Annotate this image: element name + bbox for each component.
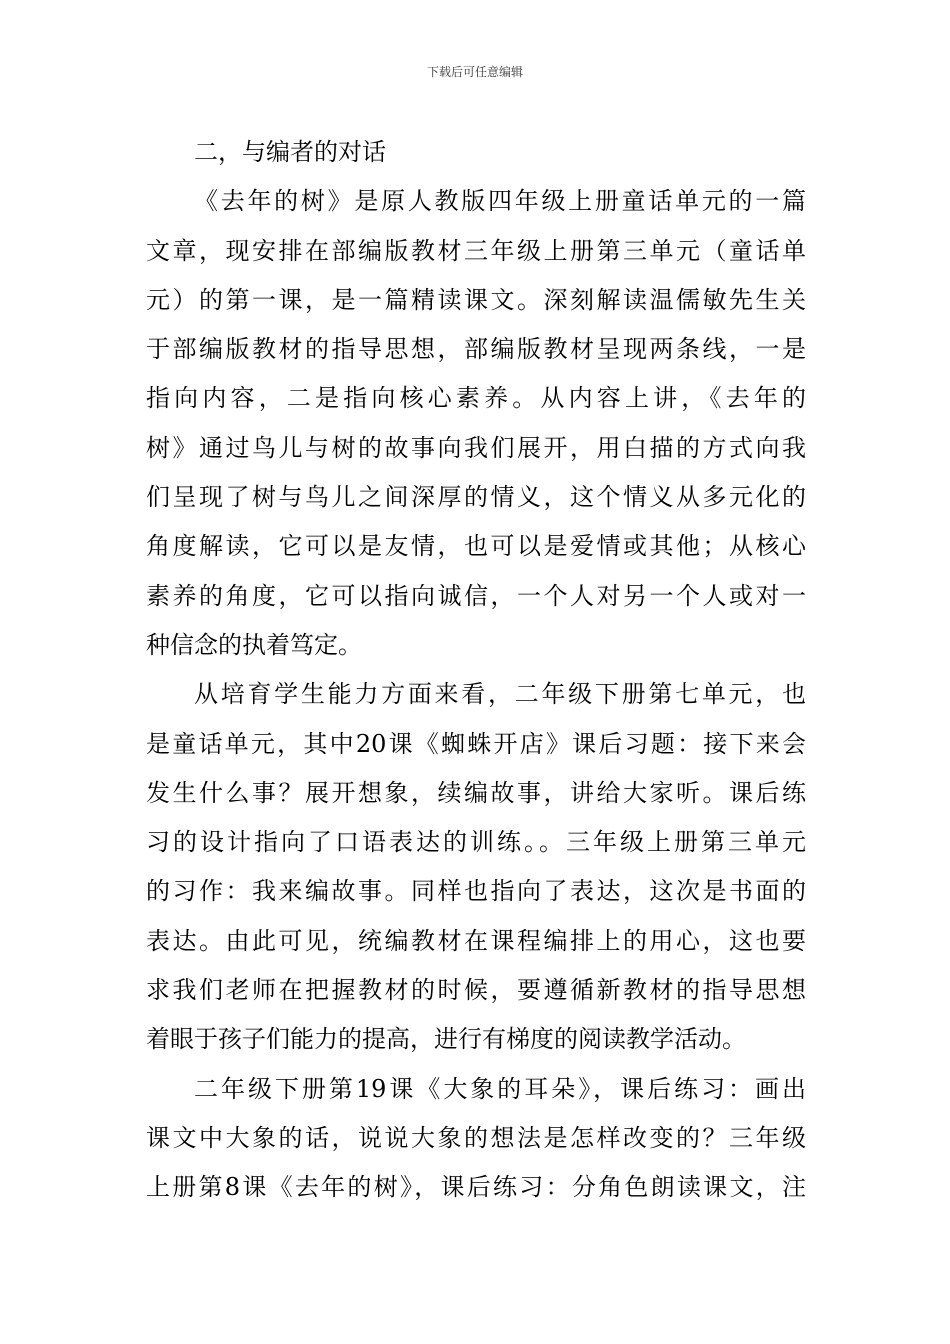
- text-line: 《去年的树》是原人教版四年级上册童话单元的一篇: [194, 187, 806, 216]
- text-line: 从培育学生能力方面来看，二年级下册第七单元，也: [194, 680, 806, 709]
- text-line: 的习作：我来编故事。同样也指向了表达，这次是书面的: [146, 877, 806, 906]
- text-line: 于部编版教材的指导思想，部编版教材呈现两条线，一是: [146, 335, 806, 364]
- text-line: 习的设计指向了口语表达的训练。。三年级上册第三单元: [146, 828, 806, 857]
- text-line: 上册第8课《去年的树》，课后练习：分角色朗读课文，注: [146, 1173, 806, 1202]
- text-line: 发生什么事？展开想象，续编故事，讲给大家听。课后练: [146, 778, 806, 807]
- text-line: 种信念的执着笃定。: [146, 630, 362, 659]
- text-line: 表达。由此可见，统编教材在课程编排上的用心，这也要: [146, 926, 806, 955]
- text-line: 元）的第一课，是一篇精读课文。深刻解读温儒敏先生关: [146, 285, 806, 314]
- text-line: 角度解读，它可以是友情，也可以是爱情或其他；从核心: [146, 532, 806, 561]
- text-line: 求我们老师在把握教材的时候，要遵循新教材的指导思想: [146, 976, 806, 1005]
- text-line: 素养的角度，它可以指向诚信，一个人对另一个人或对一: [146, 581, 806, 610]
- text-line: 指向内容，二是指向核心素养。从内容上讲，《去年的: [146, 384, 806, 413]
- text-line: 课文中大象的话，说说大象的想法是怎样改变的？三年级: [146, 1123, 806, 1152]
- text-line: 们呈现了树与鸟儿之间深厚的情义，这个情义从多元化的: [146, 483, 806, 512]
- text-line: 着眼于孩子们能力的提高，进行有梯度的阅读教学活动。: [146, 1025, 746, 1054]
- text-line: 二年级下册第19课《大象的耳朵》，课后练习：画出: [194, 1074, 806, 1103]
- document-body: [146, 128, 806, 1213]
- page-header: 下载后可任意编辑: [426, 65, 523, 79]
- text-line: 二，与编者的对话: [194, 138, 386, 166]
- text-line: 树》通过鸟儿与树的故事向我们展开，用白描的方式向我: [146, 433, 806, 462]
- text-line: 文章，现安排在部编版教材三年级上册第三单元（童话单: [146, 236, 806, 265]
- text-line: 是童话单元，其中20课《蜘蛛开店》课后习题：接下来会: [146, 729, 806, 758]
